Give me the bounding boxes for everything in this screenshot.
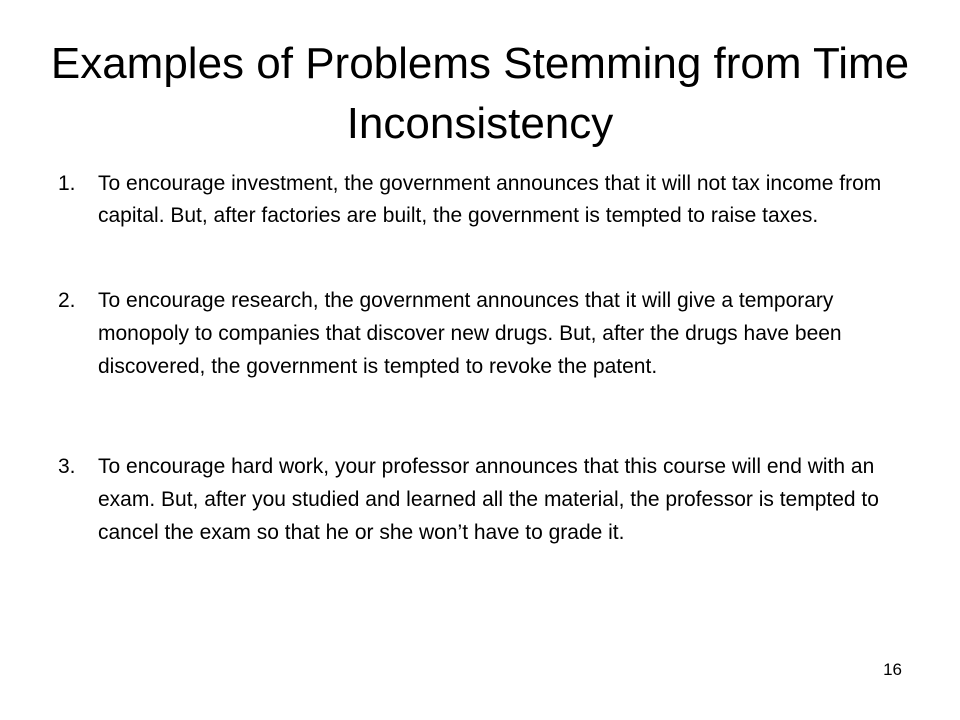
list-item-number: 3.	[58, 455, 76, 478]
list-item	[58, 284, 918, 383]
list-item	[58, 450, 918, 549]
list-item-text: To encourage research, the government announces that it will give a temporary monopoly to companies that discover new drugs. But, after the drugs have been discovered, the government is tempted to revoke the patent.	[98, 289, 842, 378]
slide-title: Examples of Problems Stemming from Time Inconsistency	[50, 39, 910, 148]
page-number: 16	[883, 660, 902, 679]
list-item-text: To encourage hard work, your professor announces that this course will end with an exam. But, after you studied and learned all the material, the professor is tempted to cancel the exam so that he or she won’t have to grade it.	[98, 455, 879, 544]
list-item-number: 1.	[58, 172, 76, 195]
list-item-number: 2.	[58, 289, 76, 312]
list-item-text: To encourage investment, the government announces that it will not tax income from capital. But, after factories are built, the government is tempted to raise taxes.	[98, 172, 882, 227]
list-item	[58, 168, 918, 232]
